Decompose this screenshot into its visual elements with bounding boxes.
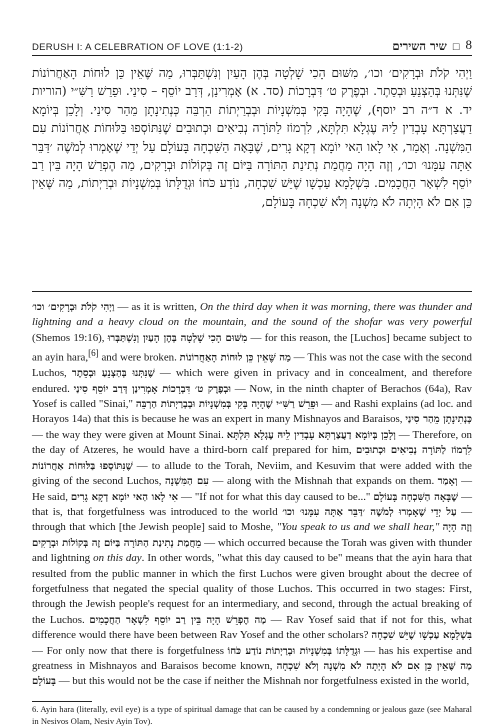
commentary-text: — which were given in privacy and in concealment, and therefore endured. [32,367,472,395]
footnote: 6. Ayin hara (literally, evil eye) is a type of spiritual damage that can be caused by a condemning or jealous gaze (see Maharal in Nesivos Olam, Nesiv Ayin Tov). [32,704,472,726]
hebrew-lemma: בִּשְׁלָמָא עַכְשָׁו שֶׁיֵּשׁ שִׁכְחָה [371,630,472,642]
commentary-text: — as it is written, [114,301,200,313]
commentary-text: — Rav Yosef said that if not for this, what difference would there have been between Rav Yosef and the other scholars? [32,613,472,642]
commentary-text: — through that which [the Jewish people] said to Moshe, [32,505,472,534]
commentary-text: — for this reason, the [Luchos] became subject to an ayin hara, [32,331,472,364]
text-divider [32,291,472,292]
hebrew-lemma: שֶׁבָּאָה הַשִּׁכְחָה בָּעוֹלָם [373,491,459,503]
section-title: DERUSH I: A CELEBRATION OF LOVE (1:1-2) [32,42,244,53]
book-title-hebrew: שיר השירים [392,39,447,53]
hebrew-lemma: וּגְדֻלָּתוֹ בְּמִשְׁנָיוֹת וּבְרַיְתוֹת [265,645,361,657]
commentary-text: — along with the Mishnah that expands on them. [208,475,438,488]
verse-quote: "You speak to us and we shall hear," [276,521,440,534]
hebrew-lemma: מַה שֶּׁאֵין כֵּן אִם לֹא הָיְתָה לֹא מִשְׁנָה וְלֹא שִׁכְחָה בָּעוֹלָם [32,660,472,688]
commentary-text: — Now, in the ninth chapter of Berachos (64a), Rav Yosef is called "Sinai," [32,382,472,411]
footnote-rule [32,701,92,702]
running-header [32,38,472,56]
commentary-text: — which occurred because the Torah was given with thunder and lightning [32,536,472,565]
hebrew-lemma: מִשּׁוּם הָכִי שָׁלְטָה בְּהֶן הָעַיִן וְנִשְׁתַּבְּרוּ [107,332,248,344]
hebrew-lemma: וְלָכֵן בְּיוֹמָא דַעֲצַרְתָּא עָבְדִין לֵיהּ עֶגְלָא תִּלְתָּא [226,429,396,441]
hebrew-lemma: עַל יְדֵי שֶׁאָמְרוּ לְמֹשֶׁה ׳דַּבֵּר אַתָּה עִמָּנוּ׳ וכו׳ [282,506,457,518]
header-right [392,37,472,53]
hebrew-lemma: עִם הַמִּשְׁנָה [164,476,209,488]
english-commentary [32,300,472,690]
hebrew-lemma: וּבְפֶרֶק ט׳ דִּבְרָכוֹת אָמְרִינַן דְּרַב יוֹסֵף סִינַי [73,383,231,395]
commentary-text: — "If not for what this day caused to be..." [178,490,374,503]
hebrew-lemma: אִי לָאו הַאי יוֹמָא דְקָא גָרִים [70,491,179,503]
page-number: 8 [465,37,472,52]
commentary-text: (Shemos 19:16), [32,331,108,344]
commentary-text: — the way they were given at Mount Sinai. [32,428,227,441]
commentary-text: — has his expertise and greatness in Mishnayos and Baraisos become known, [32,644,472,672]
commentary-text: . In other words, "what this day caused to be" means that the ayin hara that resulted from the public manner in which the first Luchos were given brought about the decree of forgetfulness that negated the special quality of those Luchos. This occurred in two stages: First, through the Jewish people's request for an intermediary, and second, through the actual breaking of the Luchos. [32,552,473,626]
commentary-text: — Therefore, on the day of Atzeres, he would have a third-born calf prepared for him, [32,428,472,457]
hebrew-lemma: מַה שֶּׁאֵין כֵּן לוּחוֹת הָאַחֲרוֹנוֹת [179,352,291,364]
commentary-text: — For only now that there is forgetfulness [32,644,228,657]
hebrew-lemma: נוֹדַע כֹּחוֹ [227,645,262,657]
hebrew-main-text: וַיְהִי קֹלֹת וּבְרָקִים׳ וכו׳, מִשּׁוּם הָכִי שָׁלְטָה בְּהֶן הָעַיִן וְנִשְׁתַּבְּרוּ, מַה שֶּׁאֵין כֵּן לוּחוֹת הָאַחֲרוֹנוֹת שֶׁנִּתְּנוּ בְּהַצְנֵעַ וּבְסֵתֶר. וּבְפֶרֶק ט׳ דִּבְרָכוֹת (סד. א) אָמְרִינַן, דְּרַב יוֹסֵף – סִינַי. וּפֵרֵשׁ רַשִּׁ״י (הוריות יד. א ד״ה רב יוסף), שֶׁהָיָה בָּקִי בְּמִשְׁנָיוֹת וּבְבְרַיְתוֹת הַרְבֵּה כְּנְתִינָתָן מֵהַר סִינַי. וְלָכֵן בְּיוֹמָא דַעֲצַרְתָּא עָבְדִין לֵיהּ עֶגְלָא תִּלְתָּא, לִרְמוֹז לַתּוֹרָה נְבִיאִים וּכְתוּבִים שֶׁנִּתּוֹסְפוּ בַּלּוּחוֹת אַחֲרוֹנוֹת עִם הַמִּשְׁנָה. וְאָמַר, אִי לָאו הַאי יוֹמָא דְקָא גָרִים, שֶׁבָּאָה הַשִּׁכְחָה בָּעוֹלָם עַל יְדֵי שֶׁאָמְרוּ לְמֹשֶׁה ׳דַּבֵּר אַתָּה עִמָּנוּ׳ וכו׳, וְזֶה הָיָה מֵחֲמַת נְתִינַת הַתּוֹרָה בַּיּוֹם זֶה בְּקוֹלוֹת וּבְרָקִים, מַה הֶפְרֵשׁ הָיָה בֵּין רַב יוֹסֵף לִשְׁאָר הַחֲכָמִים. בִּשְׁלָמָא עַכְשָׁו שֶׁיֵּשׁ שִׁכְחָה, נוֹדַע כֹּחוֹ וּגְדֻלָּתוֹ בְּמִשְׁנָיוֹת וּבְרַיְתוֹת, מַה שֶּׁאֵין כֵּן אִם לֹא הָיְתָה לֹא מִשְׁנָה וְלֹא שִׁכְחָה בָּעוֹלָם, [32,66,472,209]
footnote-ref: [6] [88,348,99,359]
commentary-text: — He said, [32,475,472,503]
commentary-text: — but this would not be the case if neither the Mishnah nor forgetfulness existed in the world, [55,675,470,688]
commentary-text: — This was not the case with the second Luchos, [32,351,473,380]
commentary-text: — that is, that forgetfulness was introduced to the world [32,490,472,518]
commentary-text: and were broken. [98,351,180,364]
hebrew-lemma: וְאָמַר [437,476,458,488]
hebrew-lemma: שֶׁנִּתְּנוּ בְּהַצְנֵעַ וּבְסֵתֶר [71,368,155,380]
hebrew-lemma: מַה הֶפְרֵשׁ הָיָה בֵּין רַב יוֹסֵף לִשְׁאָר הַחֲכָמִים [89,614,267,626]
hebrew-lemma: וְזֶה הָיָה מֵחֲמַת נְתִינַת הַתּוֹרָה בַּיּוֹם זֶה בְּקוֹלוֹת וּבְרָקִים [32,522,472,549]
commentary-text: — to allude to the Torah, Neviim, and Kesuvim that were added with the giving of the second Luchos, [32,459,472,488]
square-ornament-icon: □ [452,41,460,53]
hebrew-lemma: כְּנְתִינָתָן מֵהַר סִינַי [405,414,473,426]
verse-quote: On the third day when it was morning, there was thunder and lightning and a heavy cloud on the mountain, and the sound of the shofar was very powerful [32,301,473,329]
emphasis: on this day [93,552,142,565]
hebrew-lemma: וַיְהִי קֹלֹת וּבְרָקִים׳ וכו׳ [32,302,115,313]
hebrew-lemma: לִרְמוֹז לַתּוֹרָה נְבִיאִים וּכְתוּבִים שֶׁנִּתּוֹסְפוּ בַּלּוּחוֹת אַחֲרוֹנוֹת [32,445,472,472]
page [32,37,473,726]
hebrew-lemma: וּפֵרֵשׁ רַשִּׁ״י שֶׁהָיָה בָּקִי בְּמִשְׁנָיוֹת וּבְבְרַיְתוֹת הַרְבֵּה [135,399,319,411]
commentary-text: — and Rashi explains (ad loc. and Horayos 14a) that this is because he was an expert in many Mishnayos and Baraisos, [32,398,473,426]
